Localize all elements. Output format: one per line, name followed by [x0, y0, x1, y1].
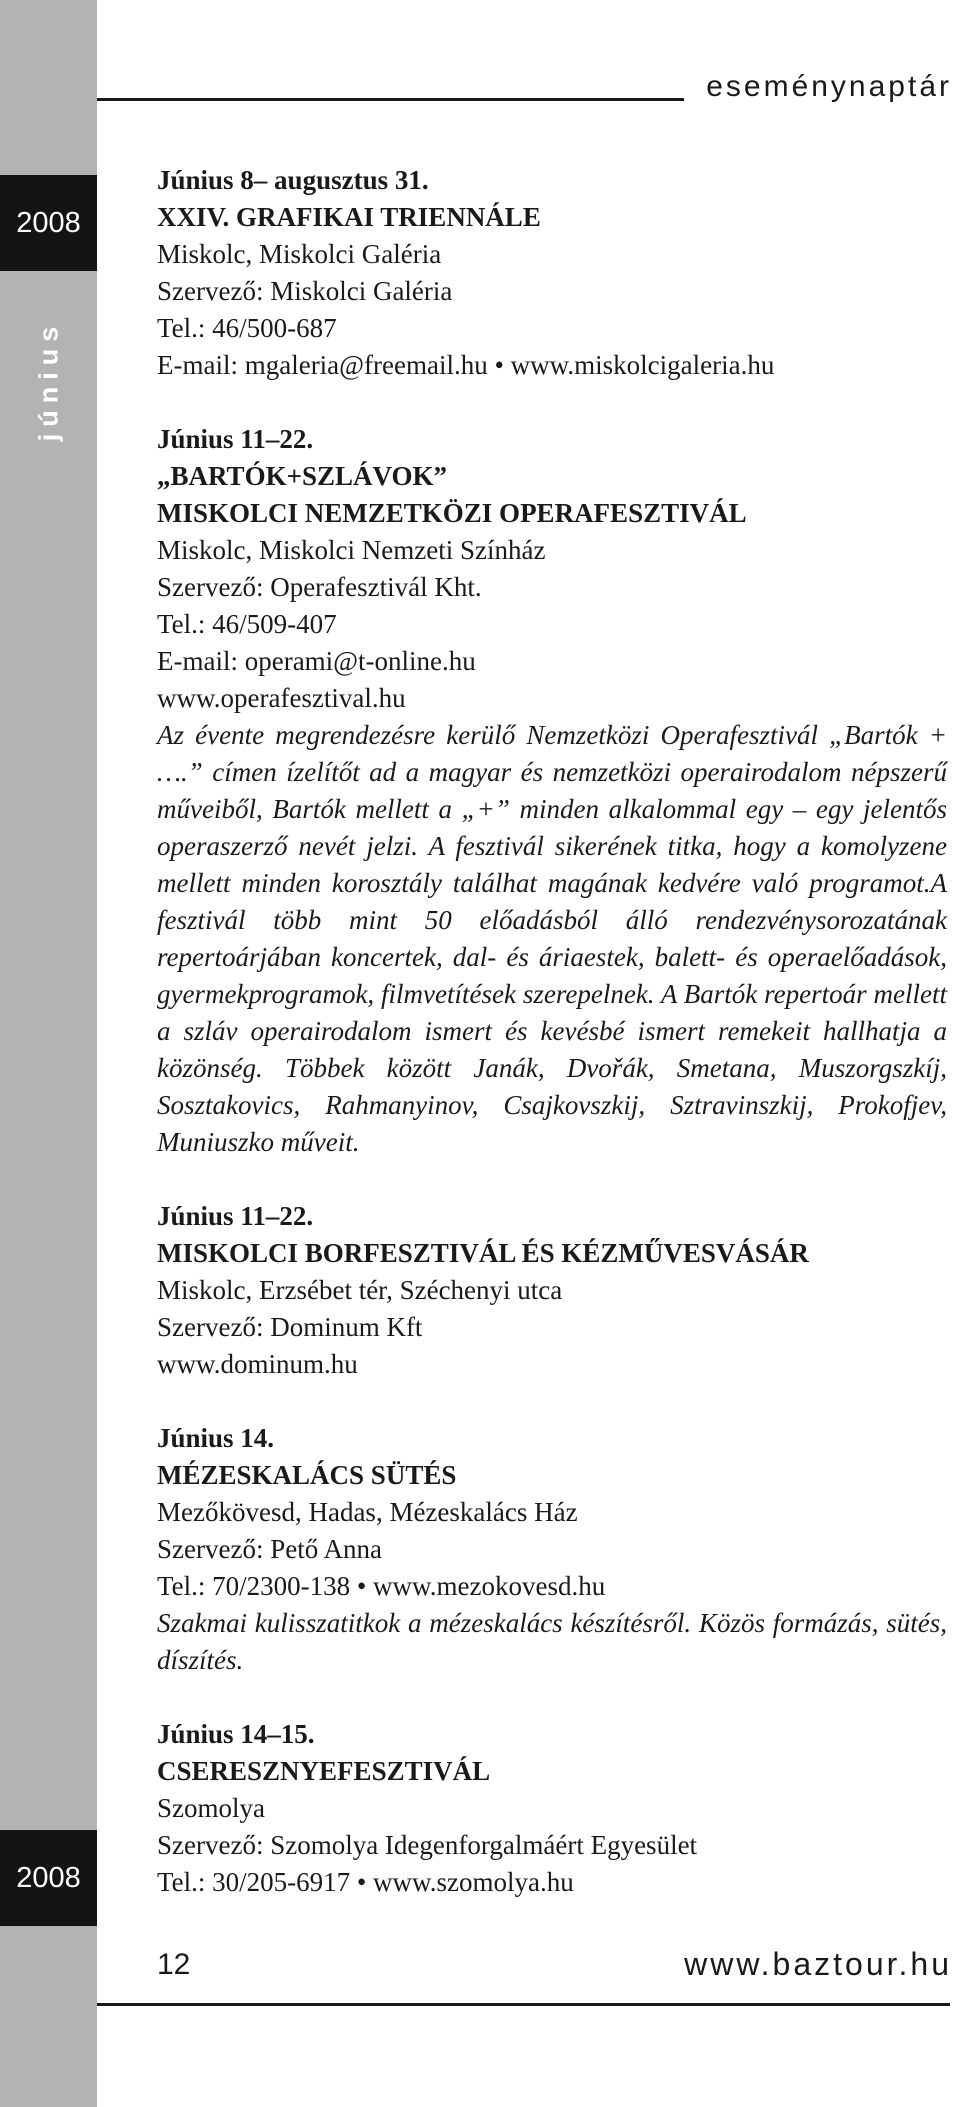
month-label-text: június — [33, 319, 63, 441]
event-email: E-mail: operami@t-online.hu — [157, 646, 476, 676]
event-organizer: Szervező: Miskolci Galéria — [157, 276, 453, 306]
event-email: E-mail: mgaleria@freemail.hu • www.miskolcigaleria.hu — [157, 350, 775, 380]
event-date: Június 11–22. — [157, 1201, 314, 1231]
event-venue: Miskolc, Erzsébet tér, Széchenyi utca — [157, 1275, 563, 1305]
year-label-top: 2008 — [0, 175, 97, 271]
event-title: MISKOLCI NEMZETKÖZI OPERAFESZTIVÁL — [157, 498, 747, 528]
event-title: XXIV. GRAFIKAI TRIENNÁLE — [157, 202, 541, 232]
event-list — [157, 162, 947, 1938]
event-date: Június 8– augusztus 31. — [157, 165, 429, 195]
event-venue: Miskolc, Miskolci Galéria — [157, 239, 442, 269]
event-venue: Mezőkövesd, Hadas, Mézeskalács Ház — [157, 1497, 578, 1527]
event-date: Június 14–15. — [157, 1719, 315, 1749]
event-phone: Tel.: 46/500-687 — [157, 313, 337, 343]
month-label — [0, 295, 97, 465]
event-date: Június 14. — [157, 1423, 275, 1453]
footer-divider — [97, 2003, 950, 2006]
footer-url: www.baztour.hu — [684, 1946, 952, 1982]
event-item — [157, 421, 947, 1161]
event-description: Szakmai kulisszatitkok a mézeskalács készítésről. Közös formázás, sütés, díszítés. — [157, 1608, 947, 1675]
sidebar — [0, 0, 97, 2107]
event-organizer: Szervező: Operafesztivál Kht. — [157, 572, 482, 602]
event-title: „BARTÓK+SZLÁVOK” — [157, 461, 447, 491]
event-date: Június 11–22. — [157, 424, 314, 454]
event-organizer: Szervező: Pető Anna — [157, 1534, 382, 1564]
event-item — [157, 1716, 947, 1901]
header-divider — [97, 98, 684, 101]
page-number: 12 — [157, 1948, 191, 1981]
event-organizer: Szervező: Dominum Kft — [157, 1312, 423, 1342]
event-title: MÉZESKALÁCS SÜTÉS — [157, 1460, 457, 1490]
event-item — [157, 162, 947, 384]
event-description: Az évente megrendezésre kerülő Nemzetközi Operafesztivál „Bartók + ….” címen ízelítőt ad a magyar és nemzetközi operairodalom népszerű műveiből, Bartók mellett a „+” minden alkalommal egy – egy jelentős operaszerző nevét jelzi. A fesztivál sikerének titka, hogy a komolyzene mellett minden korosztály találhat magának kedvére való programot.A fesztivál több mint 50 előadásból álló rendezvénysorozatának repertoárjában koncertek, dal- és áriaestek, balett- és operaelőadások, gyermekprogramok, filmvetítések szerepelnek. A Bartók repertoár mellett a szláv operairodalom ismert és kevésbé ismert remekeit hallhatja a közönség. Többek között Janák, Dvořák, Smetana, Muszorgszkíj, Sosztakovics, Rahmanyinov, Csajkovszkij, Sztravinszkij, Prokofjev, Muniuszko műveit. — [157, 720, 947, 1157]
event-item — [157, 1420, 947, 1679]
event-phone: Tel.: 46/509-407 — [157, 609, 337, 639]
event-item — [157, 1198, 947, 1383]
event-title: MISKOLCI BORFESZTIVÁL ÉS KÉZMŰVESVÁSÁR — [157, 1238, 809, 1268]
event-website: www.operafesztival.hu — [157, 683, 406, 713]
year-label-bottom: 2008 — [0, 1830, 97, 1926]
event-organizer: Szervező: Szomolya Idegenforgalmáért Egyesület — [157, 1830, 698, 1860]
event-venue: Szomolya — [157, 1793, 265, 1823]
event-phone: Tel.: 70/2300-138 • www.mezokovesd.hu — [157, 1571, 606, 1601]
event-venue: Miskolc, Miskolci Nemzeti Színház — [157, 535, 546, 565]
event-website: www.dominum.hu — [157, 1349, 358, 1379]
event-title: CSERESZNYEFESZTIVÁL — [157, 1756, 491, 1786]
event-phone: Tel.: 30/205-6917 • www.szomolya.hu — [157, 1867, 574, 1897]
section-title: eseménynaptár — [706, 70, 952, 103]
